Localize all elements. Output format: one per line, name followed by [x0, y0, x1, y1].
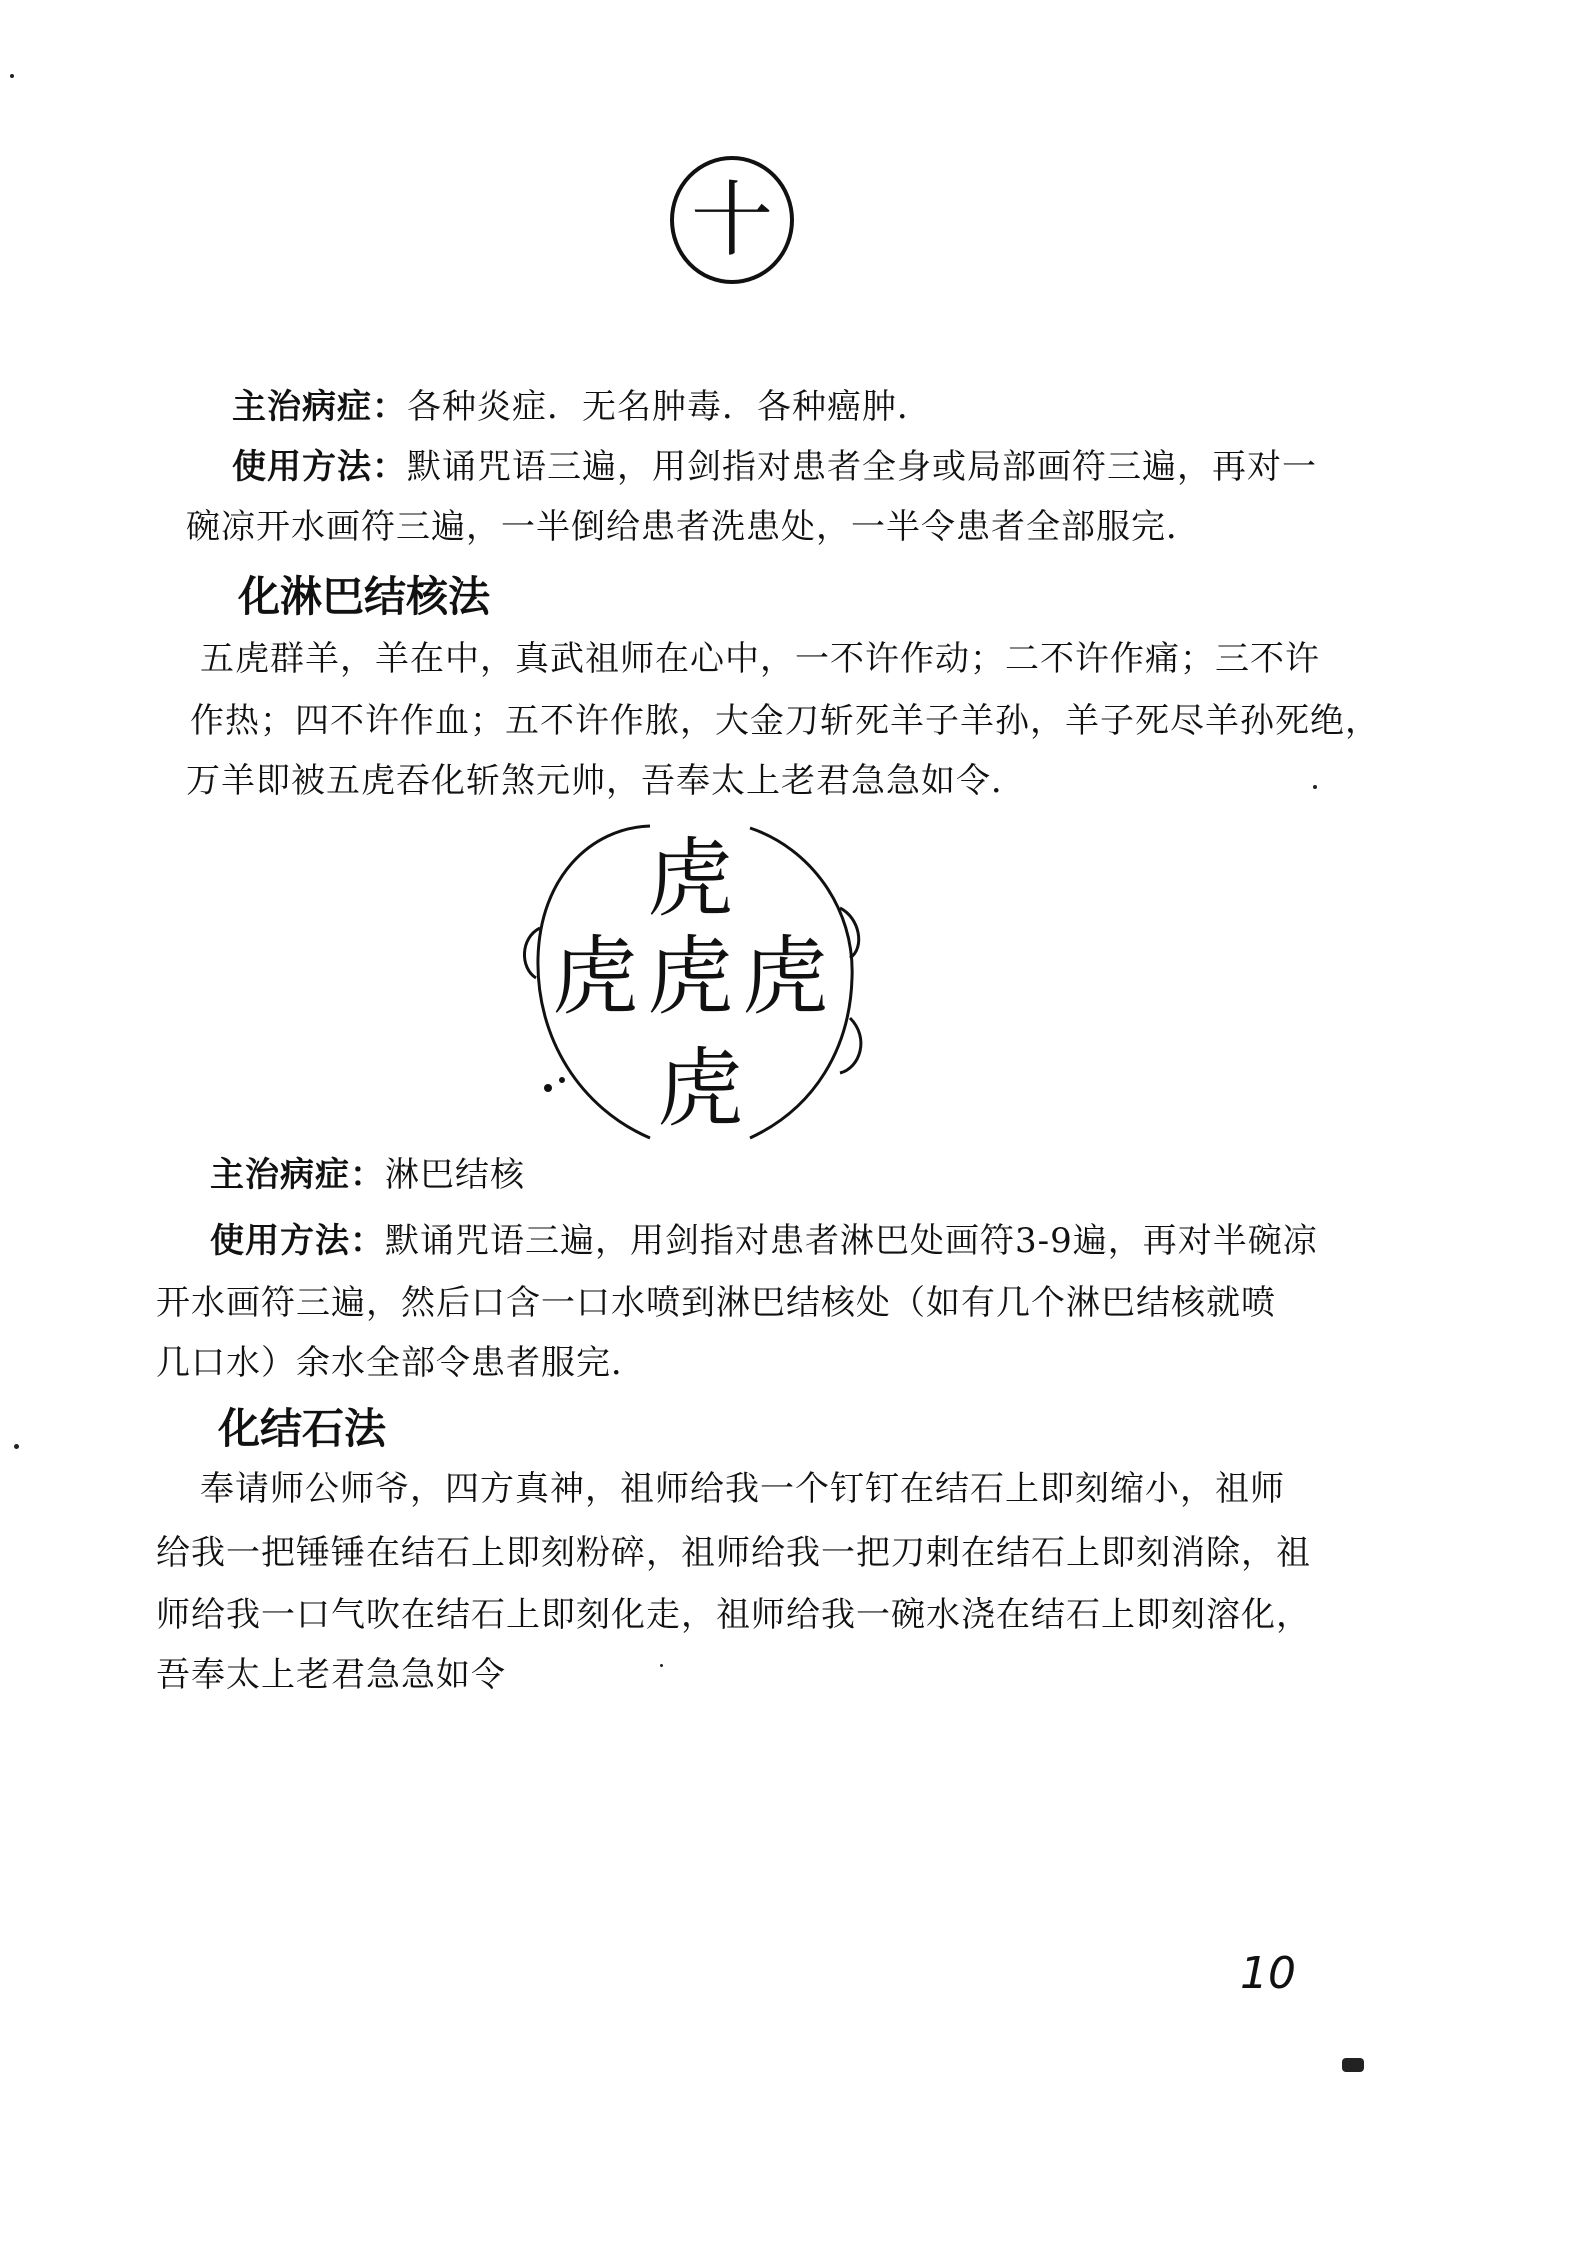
section2-heading: 化淋巴结核法 [238, 572, 491, 621]
scan-speck [660, 1664, 663, 1667]
indication-label: 主治病症： [210, 1155, 385, 1195]
section2-spell-line: 万羊即被五虎吞化斩煞元帅，吾奉太上老君急急如令． [186, 761, 1026, 801]
section3-spell-line: 给我一把锤锤在结石上即刻粉碎，祖师给我一把刀剌在结石上即刻消除，祖 [156, 1533, 1311, 1573]
section1-usage-cont: 碗凉开水画符三遍，一半倒给患者洗患处，一半令患者全部服完． [186, 507, 1201, 547]
section3-spell-line: 吾奉太上老君急急如令 [156, 1655, 506, 1695]
scan-speck [1342, 2058, 1364, 2072]
section2-spell-line: 作热；四不许作血；五不许作脓，大金刀斩死羊子羊孙，羊子死尽羊孙死绝， [190, 701, 1380, 741]
circle-number-text: 十 [690, 173, 774, 268]
section1-indication [232, 384, 932, 430]
scan-speck [1313, 785, 1317, 789]
usage-label: 使用方法： [210, 1221, 385, 1261]
usage-label: 使用方法： [232, 447, 407, 487]
section1-usage [232, 444, 1317, 490]
talisman-char-right: 虎 [742, 927, 828, 1027]
section2-usage [210, 1218, 1318, 1264]
section3-spell-line: 奉请师公师爷，四方真神，祖师给我一个钉钉在结石上即刻缩小，祖师 [200, 1469, 1285, 1509]
indication-text: 各种炎症．无名肿毒．各种癌肿． [407, 387, 932, 427]
section2-indication [210, 1152, 525, 1198]
talisman-char-bottom: 虎 [657, 1039, 743, 1139]
section3-heading: 化结石法 [218, 1404, 387, 1453]
section3-spell-line: 师给我一口气吹在结石上即刻化走，祖师给我一碗水浇在结石上即刻溶化， [156, 1595, 1311, 1635]
scan-speck [10, 74, 14, 78]
section2-usage-cont: 几口水）余水全部令患者服完． [156, 1343, 646, 1383]
indication-text: 淋巴结核 [385, 1155, 525, 1195]
page-number: 10 [1240, 1948, 1296, 1999]
circle-icon [664, 152, 800, 288]
talisman-char-center: 虎 [647, 927, 733, 1027]
circled-section-number [664, 152, 800, 288]
indication-label: 主治病症： [232, 387, 407, 427]
tiger-talisman [500, 808, 890, 1158]
usage-line: 默诵咒语三遍，用剑指对患者全身或局部画符三遍，再对一 [407, 447, 1317, 487]
section2-usage-cont: 开水画符三遍，然后口含一口水喷到淋巴结核处（如有几个淋巴结核就喷 [156, 1283, 1276, 1323]
usage-line: 默诵咒语三遍，用剑指对患者淋巴处画符3-9遍，再对半碗凉 [385, 1221, 1318, 1261]
scan-speck [14, 1444, 19, 1449]
talisman-drawing [500, 808, 890, 1158]
section2-spell-line: 五虎群羊，羊在中，真武祖师在心中，一不许作动；二不许作痛；三不许 [200, 639, 1320, 679]
talisman-char-left: 虎 [552, 927, 638, 1027]
talisman-char-top: 虎 [647, 829, 733, 929]
